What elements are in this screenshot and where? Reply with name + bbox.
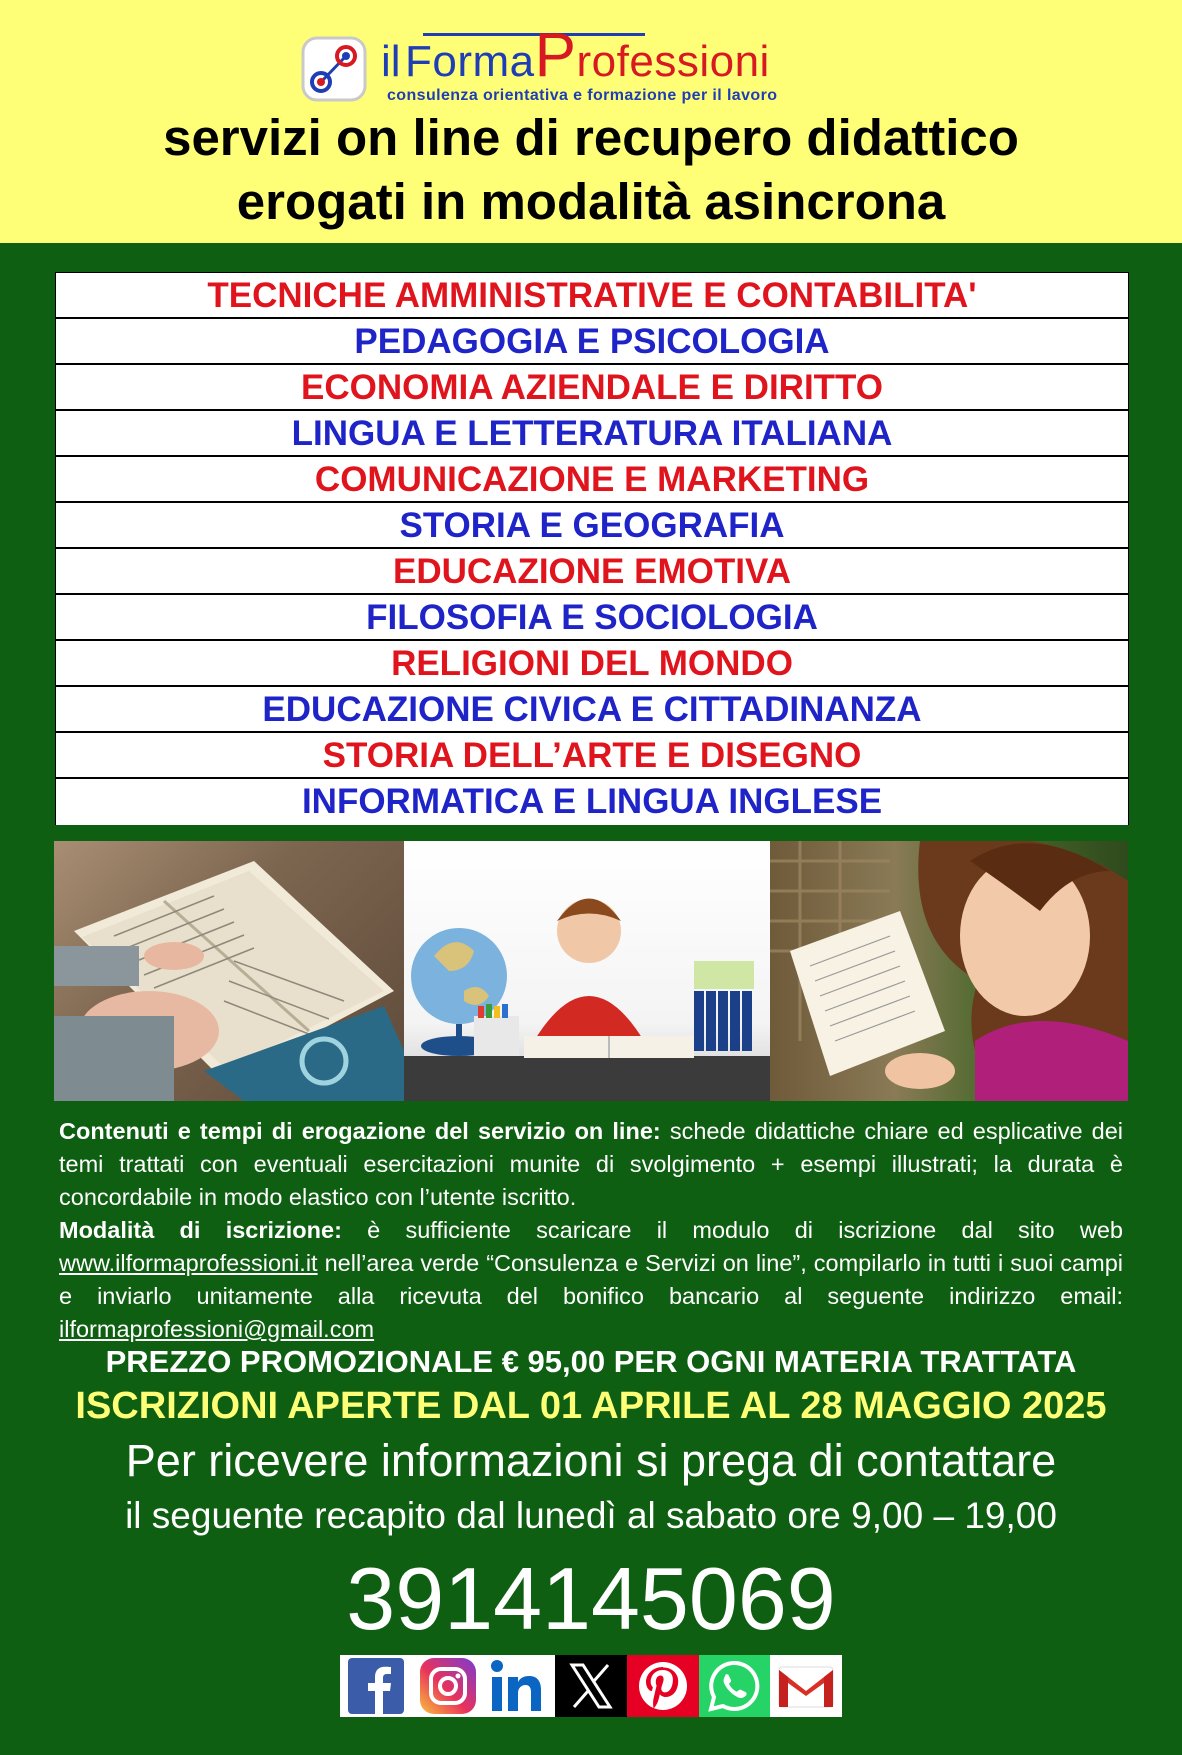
header-banner — [0, 0, 1182, 243]
subject-row: ECONOMIA AZIENDALE E DIRITTO — [56, 365, 1128, 411]
contact-line-1: Per ricevere informazioni si prega di contattare — [125, 1435, 1057, 1486]
contact-line-2: il seguente recapito dal lunedì al sabato ore 9,00 – 19,00 — [125, 1495, 1057, 1536]
subject-row: FILOSOFIA E SOCIOLOGIA — [56, 595, 1128, 641]
service-description — [59, 1115, 1123, 1346]
headline-line-1: servizi on line di recupero didattico — [163, 109, 1019, 166]
subject-row: LINGUA E LETTERATURA ITALIANA — [56, 411, 1128, 457]
subject-row: COMUNICAZIONE E MARKETING — [56, 457, 1128, 503]
subject-row: RELIGIONI DEL MONDO — [56, 641, 1128, 687]
subject-row: STORIA E GEOGRAFIA — [56, 503, 1128, 549]
pinterest-icon[interactable] — [627, 1655, 699, 1717]
phone-number[interactable]: 3914145069 — [346, 1549, 836, 1648]
brand-logo — [301, 15, 861, 107]
email-link[interactable]: ilformaprofessioni@gmail.com — [59, 1316, 375, 1342]
subject-row: STORIA DELL’ARTE E DISEGNO — [56, 733, 1128, 779]
subject-row: EDUCAZIONE EMOTIVA — [56, 549, 1128, 595]
website-link[interactable]: www.ilformaprofessioni.it — [59, 1250, 318, 1276]
social-icons — [340, 1655, 842, 1717]
x-icon[interactable] — [555, 1655, 627, 1717]
facebook-icon[interactable] — [340, 1655, 412, 1717]
photo-strip — [54, 841, 1128, 1101]
brand-tagline: consulenza orientativa e formazione per il lavoro — [387, 87, 778, 104]
registration-dates: ISCRIZIONI APERTE DAL 01 APRILE AL 28 MAGGIO 2025 — [75, 1385, 1107, 1427]
open-book-hands-photo — [54, 841, 404, 1101]
gmail-icon[interactable] — [770, 1655, 842, 1717]
subject-row: TECNICHE AMMINISTRATIVE E CONTABILITA' — [56, 273, 1128, 319]
promo-price: PREZZO PROMOZIONALE € 95,00 PER OGNI MATERIA TRATTATA — [105, 1344, 1077, 1379]
brand-name: il FormaProfessioni — [381, 21, 770, 90]
page-title — [0, 106, 1182, 234]
subjects-table — [55, 272, 1129, 825]
instagram-icon[interactable] — [412, 1655, 484, 1717]
subject-row: PEDAGOGIA E PSICOLOGIA — [56, 319, 1128, 365]
linkedin-icon[interactable] — [483, 1655, 555, 1717]
whatsapp-icon[interactable] — [699, 1655, 771, 1717]
girl-reading-book-photo — [770, 841, 1128, 1101]
logo-mark-icon — [301, 36, 367, 102]
content-paragraph: Contenuti e tempi di erogazione del servizio on line: schede didattiche chiare ed esplicative dei temi trattati con eventuali esercitazioni munite di svolgimento + esempi illustrati; la durata è concordabile in modo elastico con l’utente iscritto. — [59, 1118, 1123, 1210]
registration-paragraph: Modalità di iscrizione: è sufficiente scaricare il modulo di iscrizione dal sito web www.ilformaprofessioni.it nell’area verde “Consulenza e Servizi on line”, compilarlo in tutti i suoi campi e inviarlo unitamente alla ricevuta del bonifico bancario al seguente indirizzo email: ilformaprofessioni@gmail.com — [59, 1217, 1123, 1342]
subject-row: EDUCAZIONE CIVICA E CITTADINANZA — [56, 687, 1128, 733]
headline-line-2: erogati in modalità asincrona — [236, 173, 946, 230]
boy-studying-globe-photo — [404, 841, 770, 1101]
subject-row: INFORMATICA E LINGUA INGLESE — [301, 782, 883, 821]
